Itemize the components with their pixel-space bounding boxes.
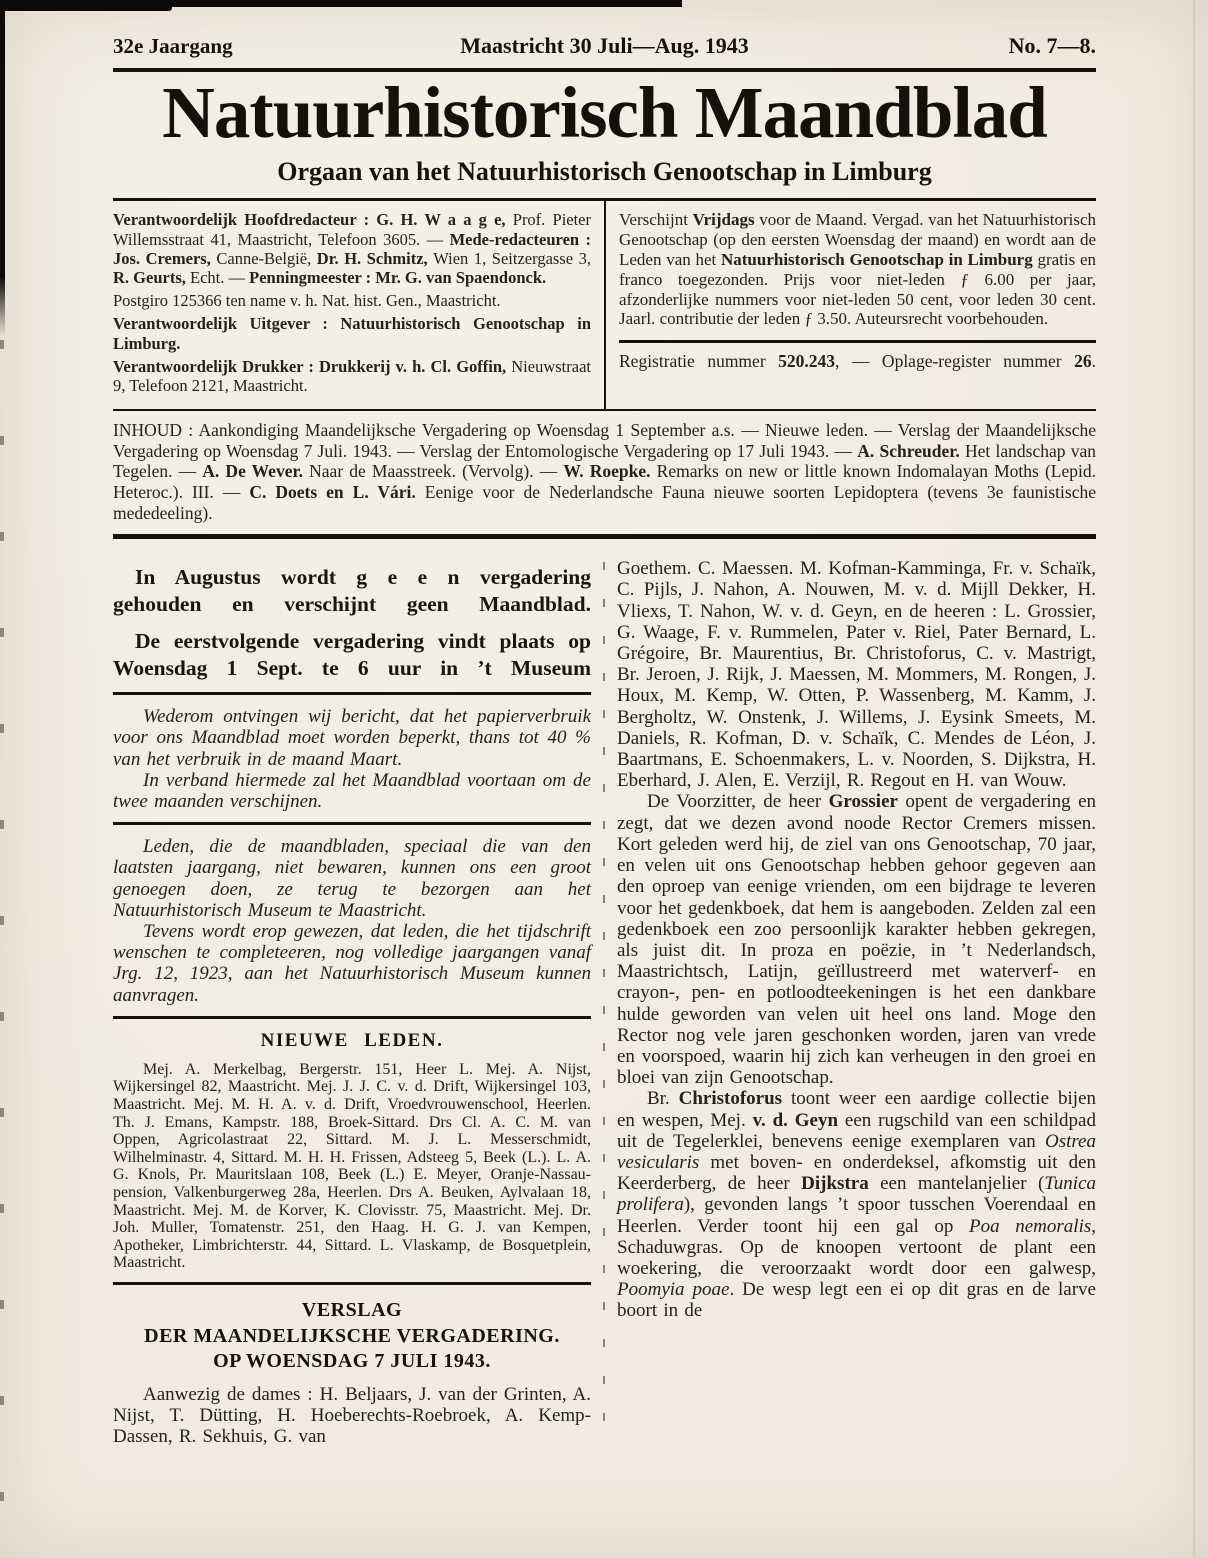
attendees-paragraph: Aanwezig de dames : H. Beljaars, J. van der Grinten, A. Nijst, T. Dütting, H. Hoeberechts-Roebroek, A. Kemp-Dassen, R. Sekhuis, G. van: [113, 1383, 591, 1447]
journal-subtitle: Orgaan van het Natuurhistorisch Genootschap in Limburg: [277, 157, 932, 187]
announcement-no-meeting: In Augustus wordt g e e n vergadering gehouden en verschijnt geen Maandblad.: [113, 565, 591, 617]
bimonthly-notice: In verband hiermede zal het Maandblad voortaan om de twee maanden verschijnen.: [113, 769, 591, 813]
back-issues-notice: Tevens wordt erop gewezen, dat leden, die het tijdschrift wenschen te completeeren, nog volledige jaargangen vanaf Jrg. 12, 1923, aan het Natuurhistorisch Museum kunnen aanvragen.: [113, 921, 591, 1006]
journal-title: Natuurhistorisch Maandblad: [162, 72, 1047, 153]
announcement-next-meeting: De eerstvolgende vergadering vindt plaats op Woensdag 1 Sept. te 6 uur in ’t Museum: [113, 629, 591, 681]
masthead: [113, 201, 1096, 409]
registration-line: Registratie nummer 520.243, — Oplage-register nummer 26.: [619, 351, 1096, 372]
issue-number-label: No. 7—8.: [1008, 33, 1096, 58]
horizontal-rule: [619, 340, 1096, 343]
masthead-subscription-info: [619, 210, 1096, 399]
verslag-line-1: VERSLAG: [301, 1299, 403, 1322]
issue-header: [113, 0, 1096, 59]
horizontal-rule: [113, 1282, 591, 1285]
masthead-editorial-info: [113, 210, 591, 399]
specimens-paragraph: Br. Christoforus toont weer een aardige collectie bijen en wespen, Mej. v. d. Geyn een rugschild van een schildpad uit de Tegelerklei, benevens eenige exemplaren van Ostrea vesicularis met boven- en onderdeksel, afkomstig uit den Keerderberg, de heer Dijkstra een mantelanjelier (Tunica prolifera), gevonden langs ’t spoor tusschen Voerendaal en Heerlen. Verder toont hij een gal op Poa nemoralis, Schaduwgras. Op de knoopen vertoont de plant een woekering, die veroorzaakt wordt door een galwesp, Poomyia poae. De wesp legt een ei op dit gras en de larve boort in de: [617, 1088, 1097, 1322]
scan-edge-left-specks: [0, 340, 4, 1520]
section-heading-nieuwe-leden: NIEUWE LEDEN.: [260, 1029, 444, 1051]
paper-restriction-notice: Wederom ontvingen wij bericht, dat het papierverbruik voor ons Maandblad moet worden beperkt, thans tot 40 % van het verbruik in de maand Maart.: [113, 706, 591, 770]
return-issues-notice: Leden, die de maandbladen, speciaal die van den laatsten jaargang, niet bewaren, kunnen ons een groot genoegen doen, ze terug te bezorgen aan het Natuurhistorisch Museum te Maastricht.: [113, 836, 591, 921]
section-heading-verslag: [113, 1298, 591, 1375]
verslag-line-2: DER MAANDELIJKSCHE VERGADERING.: [144, 1324, 560, 1347]
right-column: [617, 558, 1096, 1447]
date-label: Maastricht 30 Juli—Aug. 1943: [460, 33, 749, 58]
scan-crease-right: [1193, 0, 1195, 1558]
horizontal-rule: [113, 534, 1096, 539]
horizontal-rule: [113, 692, 591, 695]
verslag-line-3: OP WOENSDAG 7 JULI 1943.: [213, 1350, 491, 1373]
column-divider: [603, 562, 605, 1447]
chairman-paragraph: De Voorzitter, de heer Grossier opent de vergadering en zegt, dat we dezen avond noode Rector Cremers missen. Kort geleden werd hij, de ziel van ons Genootschap, 70 jaar, en velen uit ons Genootschap hebben gehoor gegeven aan den oproep van eenige vrienden, om een bijdrage te leveren voor het gedenkboek, dat hem is aangeboden. Zelden zal een gedenkboek een zoo persoonlijk karakter hebben gekregen, als juist dit. In proza en poëzie, in ’t Nederlandsch, Maastrichtsch, Latijn, geïllustreerd met waterverf- en crayon-, pen- en potloodteekeningen is het een dankbare hulde geworden van velen uit heel ons land. Moge den Rector nog vele jaren geschonken worden, jaren van vrede en voorspoed, waarin hij zich kan verheugen in den groei en bloei van zijn Genootschap.: [617, 791, 1096, 1089]
horizontal-rule: [113, 1016, 591, 1019]
horizontal-rule: [113, 822, 591, 825]
table-of-contents: INHOUD : Aankondiging Maandelijksche Vergadering op Woensdag 1 September a.s. — Nieuwe leden. — Verslag der Maandelijksche Vergadering op Woensdag 7 Juli. 1943. — Verslag der Entomologische Vergadering op 17 Juli 1943. — A. Schreuder. Het landschap van Tegelen. — A. De Wever. Naar de Maasstreek. (Vervolg). — W. Roepke. Remarks on new or little known Indomalayan Moths (Lepid. Heteroc.). III. — C. Doets en L. Vári. Eenige voor de Nederlandsche Fauna nieuwe soorten Lepidoptera (tevens 3e faunistische mededeeling).: [113, 420, 1097, 523]
subscription-paragraph: Verschijnt Vrijdags voor de Maand. Vergad. van het Natuurhistorisch Genootschap (op den eersten Woensdag der maand) en wordt aan de Leden van het Natuurhistorisch Genootschap in Limburg gratis en franco toegezonden. Prijs voor niet-leden ƒ 6.00 per jaar, afzonderlijke nummers voor niet-leden 50 cent, voor leden 30 cent. Jaarl. contributie der leden ƒ 3.50. Auteursrecht voorbehouden.: [619, 210, 1096, 329]
publisher-paragraph: Verantwoordelijk Uitgever : Natuurhistorisch Genootschap in Limburg.: [113, 314, 591, 353]
left-column: [113, 558, 591, 1447]
vertical-rule: [604, 201, 606, 409]
scan-edge-left: [0, 6, 5, 336]
attendees-continued-paragraph: Goethem. C. Maessen. M. Kofman-Kamminga, Fr. v. Schaïk, C. Pijls, J. Nahon, A. Nouwen, M. v. d. Mijll Dekker, H. Vliexs, T. Nahon, W. v. d. Geyn, en de heeren : L. Grossier, G. Waage, F. v. Rummelen, Pater v. Riel, Pater Bernard, L. Grégoire, Br. Maurentius, Br. Christoforus, C. v. Mastrigt, Br. Jeroen, J. Rijk, J. Maessen, M. Mommers, M. Rongen, J. Houx, M. Kemp, W. Otten, P. Wassenberg, M. Kamm, J. Bergholtz, W. Onstenk, J. Willems, J. Eysink Smeets, M. Daniels, R. Kofman, D. v. Schaïk, C. Mendes de Léon, J. Baartmans, E. Schoenmakers, L. v. Noorden, S. Dijkstra, H. Eberhard, J. Alen, E. Verzijl, R. Regout en H. van Wouw.: [617, 558, 1096, 792]
article-body: [113, 558, 1096, 1447]
editors-paragraph: Verantwoordelijk Hoofdredacteur : G. H. W a a g e, Prof. Pieter Willemsstraat 41, Maastricht, Telefoon 3605. — Mede-redacteuren : Jos. Cremers, Canne-België, Dr. H. Schmitz, Wien 1, Seitzergasse 3, R. Geurts, Echt. — Penningmeester : Mr. G. van Spaendonck.: [113, 210, 591, 288]
volume-label: 32e Jaargang: [113, 34, 233, 58]
new-members-list: Mej. A. Merkelbag, Bergerstr. 151, Heer L. Mej. A. Nijst, Wijkersingel 82, Maastricht. Mej. J. J. C. v. d. Drift, Wijkersingel 103, Maastricht. Mej. M. H. A. v. d. Drift, Vroedvrouwenschool, Heerlen. Th. J. Emans, Kampstr. 188, Broek-Sittard. Drs Cl. A. C. M. van Oppen, Agricolastraat 22, Sittard. M. J. L. Messerschmidt, Wilhelminastr. 4, Sittard. M. H. H. Frissen, Adsteeg 5, Beek (L.). L. A. G. Knols, Pr. Mauritslaan 108, Beek (L.) E. Meyer, Oranje-Nassau-pension, Valkenburgerweg 28a, Heerlen. Drs A. Beuken, Aylvalaan 18, Maastricht. Mej. M. de Korver, K. Clovisstr. 75, Maastricht. Mej. Dr. Joh. Muller, Tomatenstr. 251, den Haag. H. G. J. van Kempen, Apotheker, Limbrichterstr. 44, Sittard. L. Vlaskamp, de Bosquetplein, Maastricht.: [113, 1060, 591, 1272]
printer-paragraph: Verantwoordelijk Drukker : Drukkerij v. h. Cl. Goffin, Nieuwstraat 9, Telefoon 2121, Maastricht.: [113, 356, 591, 396]
page-content: [113, 0, 1096, 1447]
postgiro-paragraph: Postgiro 125366 ten name v. h. Nat. hist. Gen., Maastricht.: [113, 291, 501, 311]
